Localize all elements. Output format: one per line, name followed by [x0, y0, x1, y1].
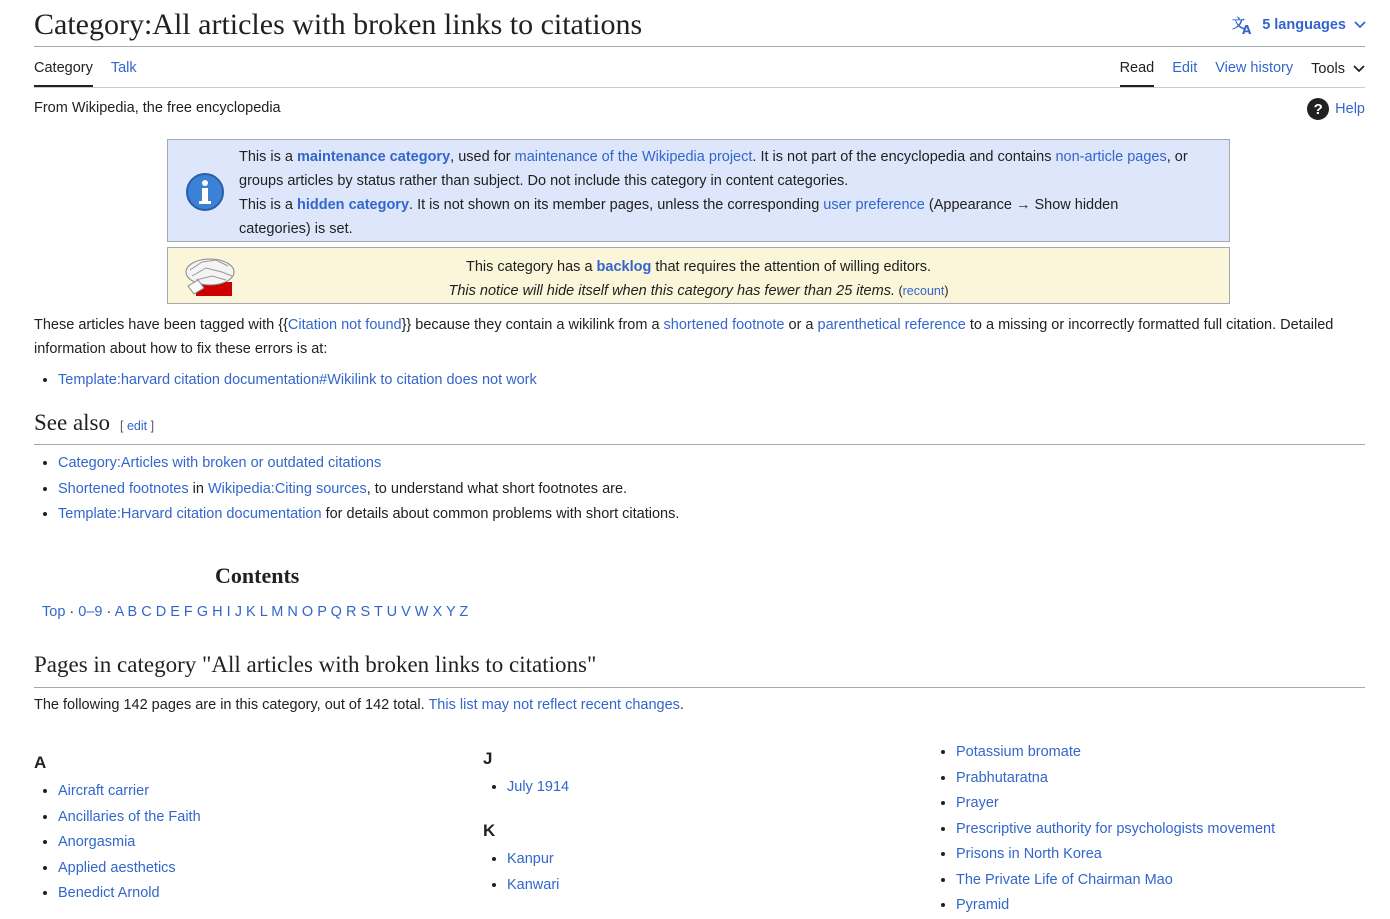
- list-item: [58, 779, 201, 805]
- text: or a: [784, 317, 818, 333]
- page-link[interactable]: Pyramid: [956, 897, 1010, 913]
- recount-link[interactable]: recount: [902, 284, 945, 298]
- title-divider: [34, 46, 1365, 47]
- user-preference-link[interactable]: user preference: [823, 197, 925, 213]
- page-link[interactable]: Kanwari: [507, 876, 560, 893]
- page-link[interactable]: Prescriptive authority for psychologists movement: [956, 820, 1276, 837]
- group-heading: A: [34, 753, 47, 772]
- toc-letter-link[interactable]: B: [127, 604, 138, 620]
- page-link[interactable]: July 1914: [507, 779, 570, 795]
- info-icon: [185, 172, 225, 212]
- toc-letter-link[interactable]: H: [212, 604, 223, 620]
- list-item: [956, 893, 1275, 919]
- list-item: [956, 791, 1275, 817]
- list-item: [58, 451, 679, 477]
- tabs-divider: [34, 87, 1365, 88]
- list-item: [58, 477, 679, 503]
- page-link[interactable]: Prayer: [956, 795, 999, 811]
- list-item: [58, 502, 679, 528]
- citing-sources-link[interactable]: Wikipedia:Citing sources: [207, 480, 367, 497]
- page-link[interactable]: Prisons in North Korea: [956, 846, 1102, 862]
- page-title: Category:All articles with broken links to citations: [34, 8, 643, 41]
- toc-letter-link[interactable]: I: [226, 604, 231, 620]
- see-also-list: [34, 451, 679, 528]
- chevron-down-icon: [1353, 65, 1365, 73]
- toc-letter-link[interactable]: K: [245, 604, 256, 620]
- list-item: [956, 868, 1275, 894]
- text: (: [894, 284, 903, 298]
- toc-letter-link[interactable]: U: [386, 604, 398, 620]
- toc-letters: [115, 604, 469, 620]
- harvard-doc-link[interactable]: Template:harvard citation documentation#Wikilink to citation does not work: [58, 372, 537, 388]
- maintenance-text: [239, 145, 1189, 241]
- bracket: [: [120, 419, 127, 433]
- hidden-category-link[interactable]: hidden category: [297, 197, 410, 213]
- languages-button[interactable]: [1232, 15, 1366, 35]
- column-a: [34, 753, 201, 907]
- column-p: [932, 734, 1275, 919]
- toc-letter-link[interactable]: Y: [445, 604, 456, 620]
- translate-icon: [1232, 15, 1254, 35]
- see-also-divider: [34, 444, 1365, 445]
- pages-heading: Pages in category "All articles with broken links to citations": [34, 652, 597, 677]
- toc-letter-link[interactable]: Z: [459, 604, 469, 620]
- list-item: [507, 847, 559, 873]
- column-j: [483, 749, 569, 801]
- contents-heading: Contents: [215, 563, 300, 588]
- toc-letter-link[interactable]: T: [373, 604, 383, 620]
- page-link[interactable]: Applied aesthetics: [58, 859, 176, 876]
- bracket: ]: [147, 419, 155, 433]
- pages-description: [34, 697, 684, 713]
- shortened-footnote-link[interactable]: shortened footnote: [663, 317, 785, 333]
- text: This category has a: [465, 259, 597, 275]
- list-item: [58, 881, 201, 907]
- toc-letter-link[interactable]: P: [317, 604, 327, 620]
- list-item: [956, 842, 1275, 868]
- list-item: [58, 856, 201, 882]
- page-link[interactable]: Aircraft carrier: [58, 783, 150, 799]
- text: for details about common problems with short citations.: [321, 506, 680, 522]
- help-icon: ?: [1307, 98, 1329, 120]
- pages-divider: [34, 687, 1365, 688]
- languages-label: 5 languages: [1262, 17, 1346, 33]
- group-heading: K: [483, 821, 496, 840]
- page-list: [483, 847, 559, 898]
- toc-letter-link[interactable]: Q: [330, 604, 342, 620]
- view-tabs: [1120, 60, 1365, 87]
- toc-letter-link[interactable]: O: [301, 604, 314, 620]
- list-item: [956, 766, 1275, 792]
- text: This is a: [239, 197, 298, 213]
- toc-letter-link[interactable]: J: [234, 604, 242, 620]
- page-list: [483, 775, 569, 801]
- tab-edit[interactable]: Edit: [1172, 60, 1198, 76]
- list-item: [58, 805, 201, 831]
- tools-label: Tools: [1311, 61, 1345, 77]
- svg-text:A: A: [1242, 23, 1252, 35]
- text: This is a: [239, 149, 298, 165]
- toc-letter-link[interactable]: S: [360, 604, 371, 620]
- maintenance-notice: [167, 139, 1230, 242]
- text: .: [679, 697, 684, 713]
- namespace-tabs: [34, 60, 137, 87]
- toc-letter-link[interactable]: L: [259, 604, 268, 620]
- help-link[interactable]: [1307, 98, 1365, 120]
- svg-text:文: 文: [1232, 17, 1246, 32]
- text: . It is not part of the encyclopedia and contains: [752, 149, 1056, 165]
- list-item: [507, 873, 559, 899]
- page-link[interactable]: The Private Life of Chairman Mao: [956, 871, 1173, 888]
- text: (Appearance → Show hidden categories) is set.: [239, 197, 1119, 237]
- page-link[interactable]: Prabhutaratna: [956, 769, 1048, 786]
- toc-letter-link[interactable]: V: [401, 604, 411, 620]
- page-list: [932, 740, 1275, 919]
- toc-top-link[interactable]: Top: [42, 604, 66, 620]
- list-item: [58, 368, 537, 394]
- page-link[interactable]: Ancillaries of the Faith: [58, 808, 201, 825]
- maintenance-project-link[interactable]: maintenance of the Wikipedia project: [514, 149, 753, 165]
- column-k: [483, 821, 559, 898]
- toc-letter-link[interactable]: N: [287, 604, 298, 620]
- text: These articles have been tagged with {{: [34, 317, 288, 333]
- toc-letter-link[interactable]: W: [414, 604, 429, 620]
- toc-digits-link[interactable]: 0–9: [78, 604, 103, 620]
- paper-pile-icon: [182, 254, 238, 298]
- intro-paragraph: [34, 313, 1364, 361]
- tagline: From Wikipedia, the free encyclopedia: [34, 100, 281, 116]
- non-article-pages-link[interactable]: non-article pages: [1055, 149, 1167, 165]
- alphabet-toc: Top · 0–9 · A B C D E F G H I J K L M N O P Q R S T U V W X Y Z: [42, 604, 469, 620]
- page-link[interactable]: Potassium bromate: [956, 744, 1081, 760]
- group-heading: J: [483, 749, 493, 768]
- text: The following 142 pages are in this category, out of 142 total.: [34, 697, 429, 713]
- see-also-heading: [34, 410, 154, 436]
- tab-read[interactable]: Read: [1120, 60, 1155, 87]
- text: that requires the attention of willing editors.: [651, 259, 932, 275]
- parenthetical-reference-link[interactable]: parenthetical reference: [817, 317, 966, 333]
- citation-not-found-link[interactable]: Citation not found: [287, 317, 402, 333]
- backlog-link[interactable]: backlog: [596, 259, 652, 275]
- toc-letter-link[interactable]: E: [170, 604, 180, 620]
- text: to a missing or incorrectly formatted full citation. Detailed information about how to fix these errors is at:: [34, 317, 1334, 357]
- recent-changes-link[interactable]: This list may not reflect recent changes: [428, 697, 680, 713]
- page-link[interactable]: Benedict Arnold: [58, 885, 160, 901]
- page-link[interactable]: Anorgasmia: [58, 834, 136, 850]
- toc-letter-link[interactable]: A: [114, 604, 124, 620]
- edit-section: [120, 419, 154, 433]
- help-label: Help: [1335, 101, 1365, 117]
- list-item: [956, 740, 1275, 766]
- intro-list: [34, 368, 537, 394]
- toc-letter-link[interactable]: G: [196, 604, 209, 620]
- toc-letter-link[interactable]: F: [183, 604, 193, 620]
- toc-letter-link[interactable]: C: [141, 604, 152, 620]
- list-item: [507, 775, 569, 801]
- harvard-citation-doc-link[interactable]: Template:Harvard citation documentation: [58, 506, 322, 522]
- tools-menu[interactable]: [1311, 60, 1365, 87]
- tab-category[interactable]: Category: [34, 60, 93, 87]
- edit-section-link[interactable]: edit: [126, 419, 148, 433]
- toc-letter-link[interactable]: R: [345, 604, 357, 620]
- list-item: [956, 817, 1275, 843]
- page-list: [34, 779, 201, 907]
- broken-citations-category-link[interactable]: Category:Articles with broken or outdated citations: [58, 455, 382, 471]
- backlog-note: This notice will hide itself when this category has fewer than 25 items.: [448, 283, 895, 299]
- list-item: [58, 830, 201, 856]
- tab-talk[interactable]: Talk: [110, 60, 137, 76]
- text: , to understand what short footnotes are.: [366, 480, 628, 497]
- text: in: [188, 480, 208, 497]
- text: . It is not shown on its member pages, unless the corresponding: [409, 197, 824, 213]
- heading-text: See also: [34, 410, 111, 435]
- text: }} because they contain a wikilink from a: [401, 317, 664, 333]
- page-link[interactable]: Kanpur: [507, 851, 554, 867]
- text: ): [944, 284, 949, 298]
- text: , or groups articles by status rather than subject. Do not include this category in content categories.: [239, 149, 1188, 189]
- maintenance-category-link[interactable]: maintenance category: [297, 149, 451, 165]
- toc-letter-link[interactable]: D: [155, 604, 167, 620]
- shortened-footnotes-link[interactable]: Shortened footnotes: [58, 480, 189, 497]
- text: , used for: [450, 149, 515, 165]
- backlog-notice: [167, 247, 1230, 304]
- chevron-down-icon: [1354, 21, 1366, 29]
- toc-letter-link[interactable]: X: [432, 604, 443, 620]
- tab-view-history[interactable]: View history: [1215, 60, 1294, 76]
- toc-letter-link[interactable]: M: [271, 604, 284, 620]
